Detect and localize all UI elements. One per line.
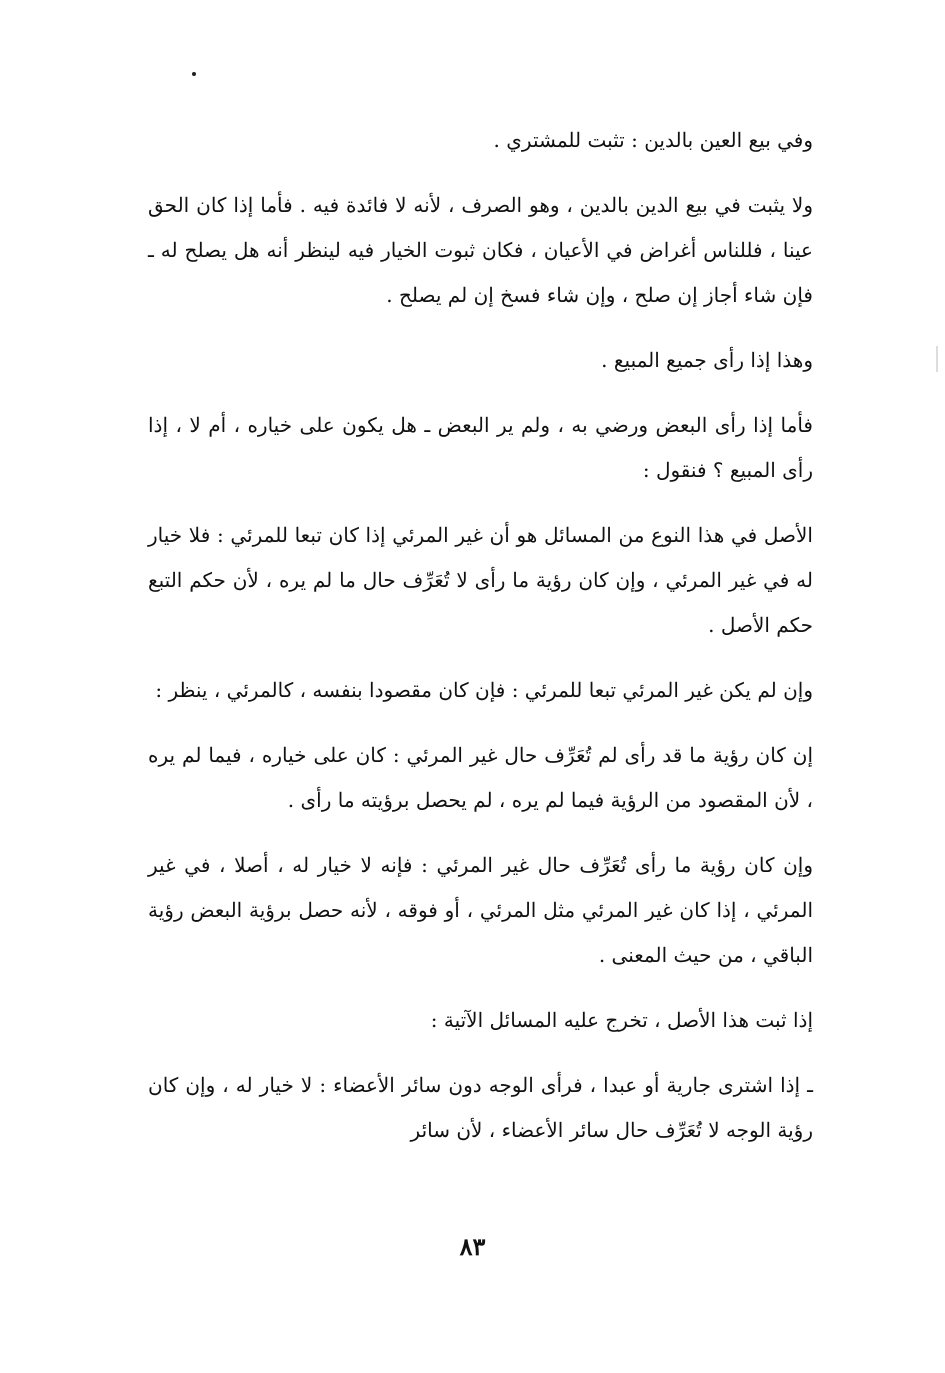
paragraph-9: إذا ثبت هذا الأصل ، تخرج عليه المسائل الآتية : [430, 1008, 813, 1032]
paragraph-7: إن كان رؤية ما قد رأى لم تُعَرِّف حال غير المرئي : كان على خياره ، فيما لم يره ، لأن المقصود من الرؤية فيما لم يره ، لم يحصل برؤيته ما رأى . [148, 743, 813, 812]
ink-speck [192, 72, 196, 76]
paragraph-8: وإن كان رؤية ما رأى تُعَرِّف حال غير المرئي : فإنه لا خيار له ، أصلا ، في غير المرئي ، إذا كان غير المرئي مثل المرئي ، أو فوقه ، لأنه حصل برؤية البعض رؤية الباقي ، من حيث المعنى . [148, 853, 813, 967]
paragraph-6: وإن لم يكن غير المرئي تبعا للمرئي : فإن كان مقصودا بنفسه ، كالمرئي ، ينظر : [155, 678, 813, 702]
paragraph-4: فأما إذا رأى البعض ورضي به ، ولم ير البعض ـ هل يكون على خياره ، أم لا ، إذا رأى المبيع ؟ فنقول : [148, 413, 813, 482]
paragraph-10: ـ إذا اشترى جارية أو عبدا ، فرأى الوجه دون سائر الأعضاء : لا خيار له ، وإن كان رؤية الوجه لا تُعَرِّف حال سائر الأعضاء ، لأن سائر [148, 1073, 813, 1142]
paragraph-2: ولا يثبت في بيع الدين بالدين ، وهو الصرف ، لأنه لا فائدة فيه . فأما إذا كان الحق عينا ، فللناس أغراض في الأعيان ، فكان ثبوت الخيار فيه لينظر أنه هل يصلح له ـ فإن شاء أجاز إن صلح ، وإن شاء فسخ إن لم يصلح . [148, 193, 813, 307]
scan-edge-mark [936, 346, 938, 372]
page-body [148, 118, 813, 1153]
paragraph-1: وفي بيع العين بالدين : تثبت للمشتري . [493, 128, 813, 152]
paragraph-3: وهذا إذا رأى جميع المبيع . [601, 348, 813, 372]
page-number: ٨٣ [459, 1232, 486, 1261]
paragraph-5: الأصل في هذا النوع من المسائل هو أن غير المرئي إذا كان تبعا للمرئي : فلا خيار له في غير المرئي ، وإن كان رؤية ما رأى لا تُعَرِّف حال ما لم يره ، لأن حكم التبع حكم الأصل . [148, 523, 813, 637]
